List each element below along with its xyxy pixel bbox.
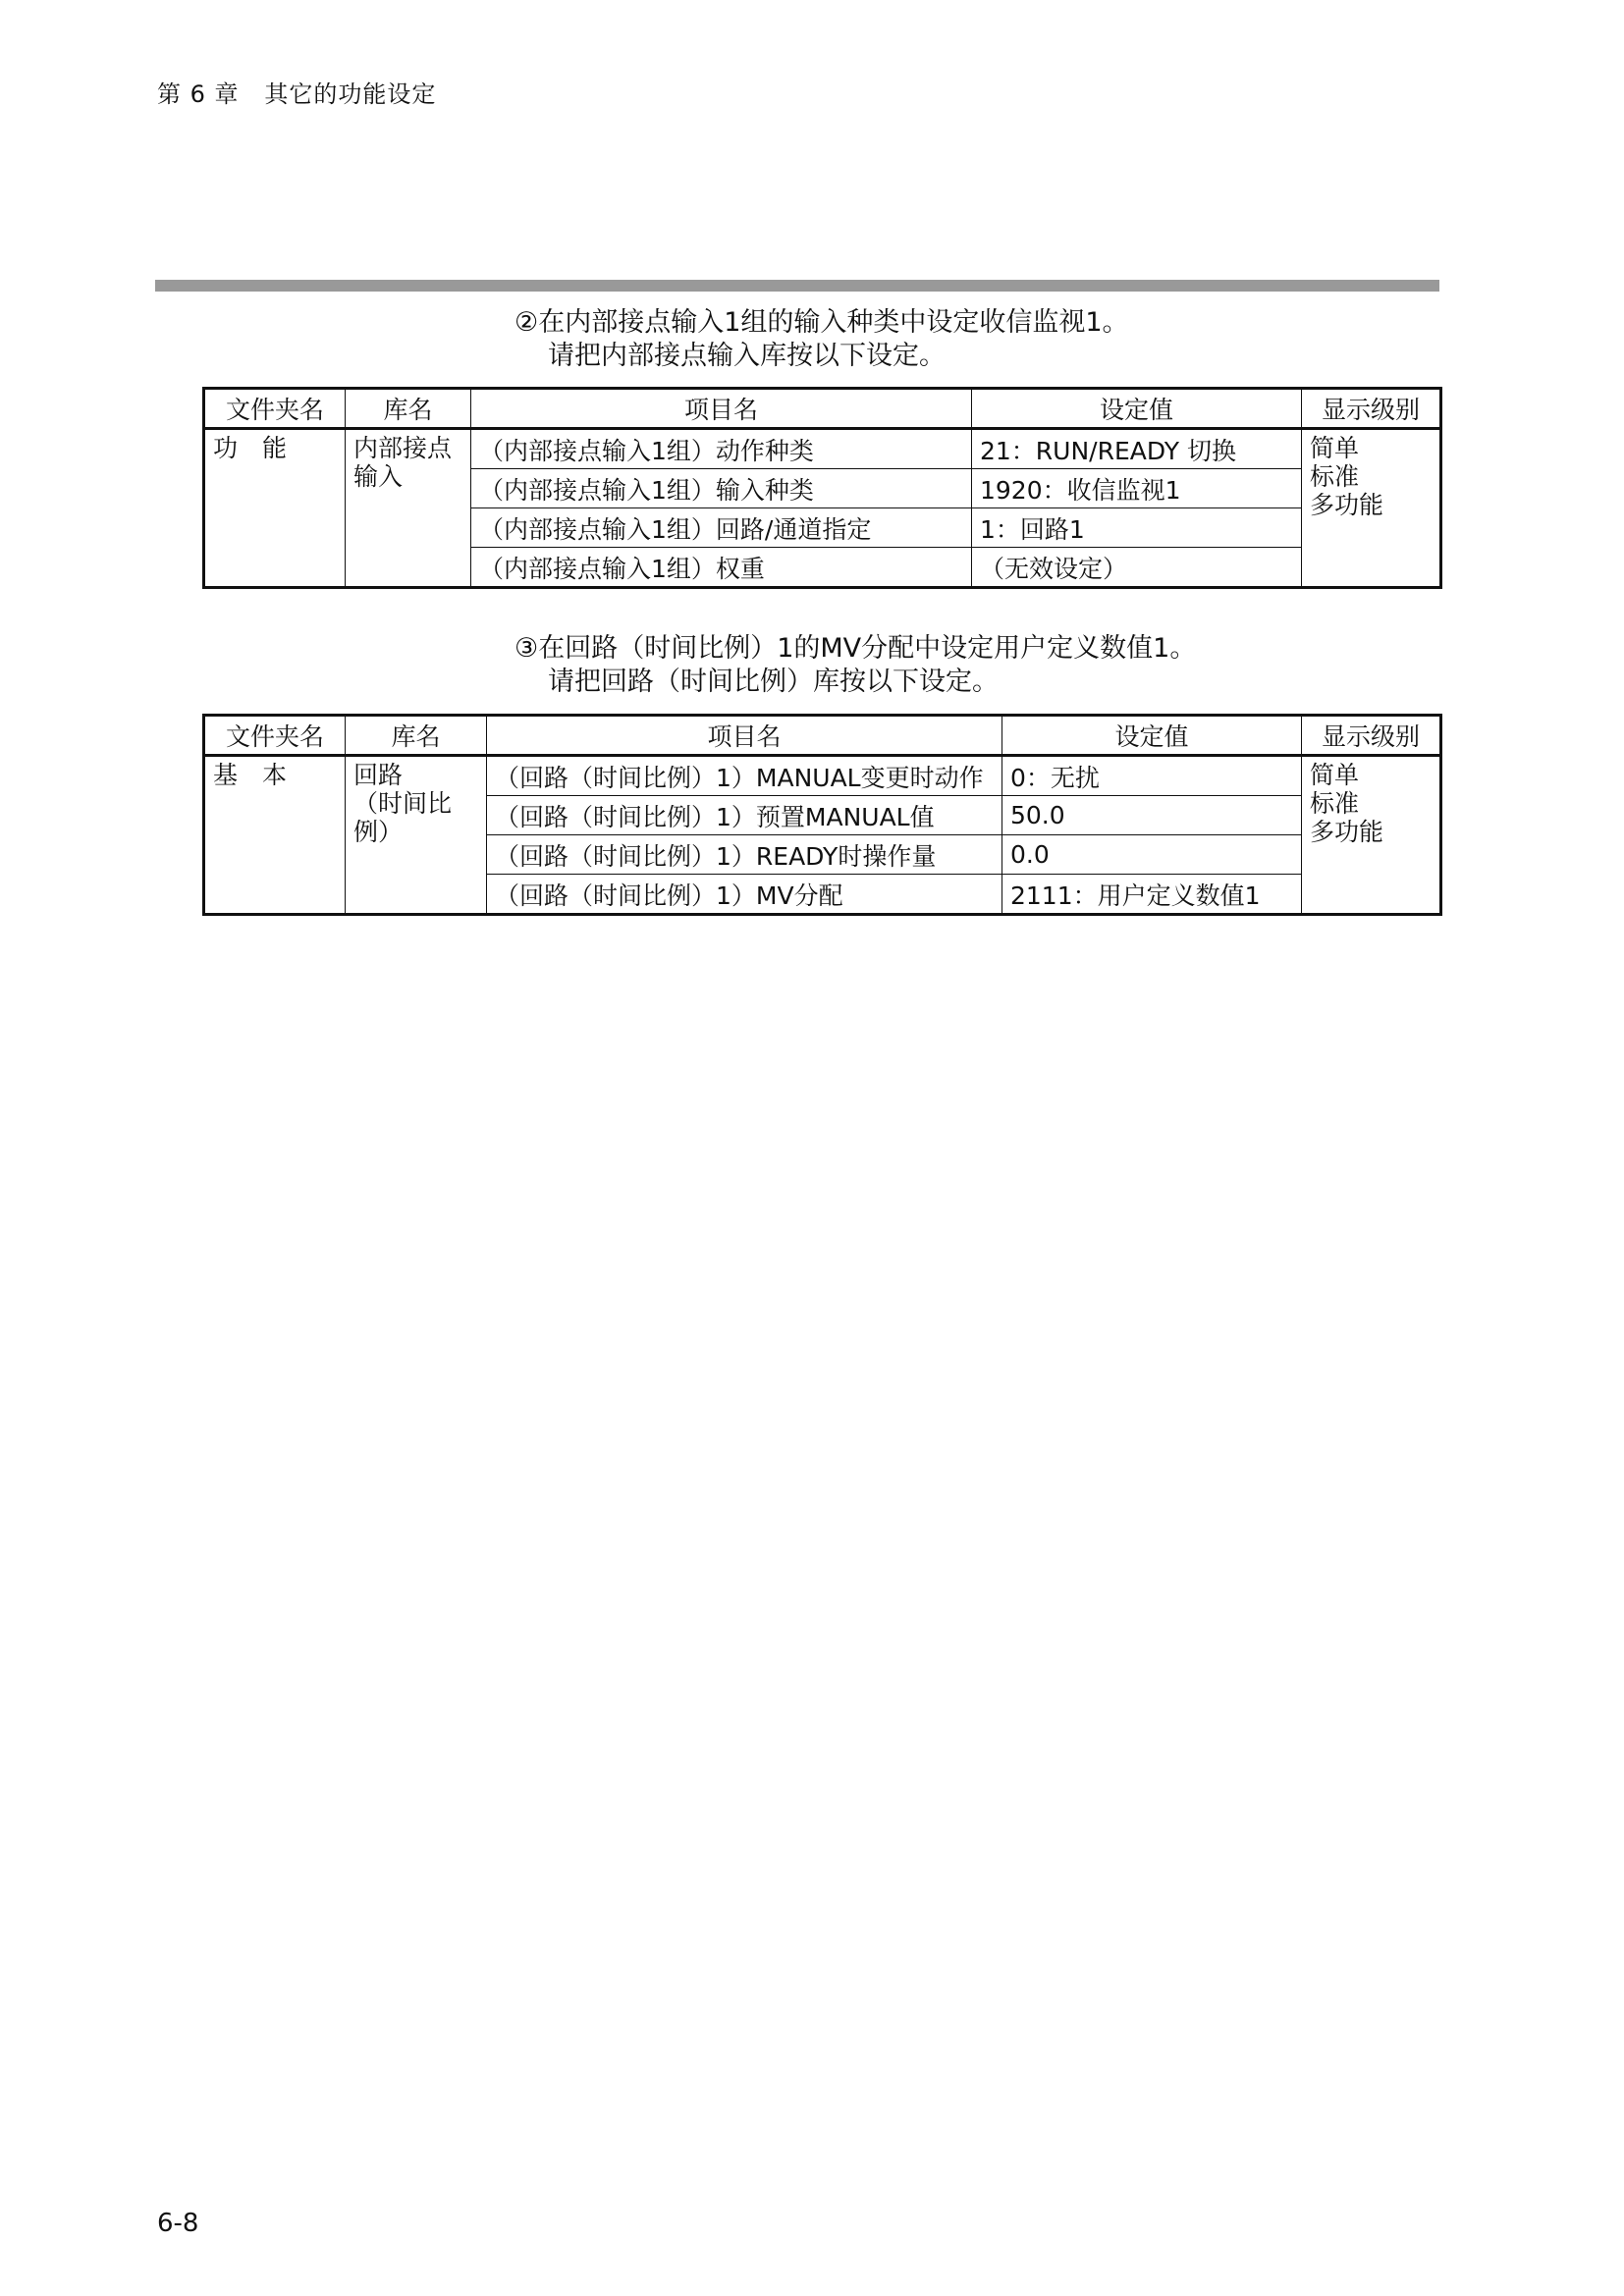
- folder-cell: 功 能: [204, 429, 346, 588]
- value-cell: 0：无扰: [1002, 756, 1302, 796]
- table-header-row: [204, 716, 1441, 756]
- value-cell: 2111：用户定义数值1: [1002, 875, 1302, 915]
- section1-instruction: [514, 306, 1129, 373]
- section2-title: ③在回路（时间比例）1的MV分配中设定用户定义数值1。: [514, 633, 1197, 664]
- item-cell: （回路（时间比例）1）预置MANUAL值: [487, 796, 1002, 835]
- section2-instruction: [514, 632, 1196, 699]
- value-cell: （无效设定）: [972, 548, 1302, 588]
- chapter-title: 其它的功能设定: [264, 80, 437, 108]
- item-cell: （内部接点输入1组）回路/通道指定: [471, 508, 972, 548]
- column-header-bank: 库名: [346, 716, 487, 756]
- settings-table-loop-time-proportion: [202, 714, 1442, 916]
- level-cell: 简单 标准 多功能: [1302, 429, 1441, 588]
- page-number: 6-8: [157, 2209, 199, 2238]
- table-row: [204, 429, 1441, 469]
- column-header-folder: 文件夹名: [204, 389, 346, 429]
- column-header-value: 设定值: [1002, 716, 1302, 756]
- section1-title: ②在内部接点输入1组的输入种类中设定收信监视1。: [514, 307, 1129, 338]
- folder-cell: 基 本: [204, 756, 346, 915]
- section-divider-bar: [155, 280, 1439, 292]
- value-cell: 21：RUN/READY 切换: [972, 429, 1302, 469]
- column-header-level: 显示级别: [1302, 716, 1441, 756]
- column-header-level: 显示级别: [1302, 389, 1441, 429]
- value-cell: 0.0: [1002, 835, 1302, 875]
- level-cell: 简单 标准 多功能: [1302, 756, 1441, 915]
- item-cell: （内部接点输入1组）动作种类: [471, 429, 972, 469]
- chapter-number: 第 6 章: [157, 80, 240, 108]
- column-header-bank: 库名: [346, 389, 471, 429]
- item-cell: （回路（时间比例）1）MV分配: [487, 875, 1002, 915]
- column-header-item: 项目名: [487, 716, 1002, 756]
- item-cell: （回路（时间比例）1）MANUAL变更时动作: [487, 756, 1002, 796]
- column-header-value: 设定值: [972, 389, 1302, 429]
- item-cell: （内部接点输入1组）权重: [471, 548, 972, 588]
- value-cell: 1：回路1: [972, 508, 1302, 548]
- item-cell: （回路（时间比例）1）READY时操作量: [487, 835, 1002, 875]
- section2-subtitle: 请把回路（时间比例）库按以下设定。: [548, 667, 999, 697]
- column-header-item: 项目名: [471, 389, 972, 429]
- item-cell: （内部接点输入1组）输入种类: [471, 469, 972, 508]
- bank-cell: 回路 （时间比例）: [346, 756, 487, 915]
- chapter-header: [157, 75, 436, 109]
- table-header-row: [204, 389, 1441, 429]
- column-header-folder: 文件夹名: [204, 716, 346, 756]
- value-cell: 1920：收信监视1: [972, 469, 1302, 508]
- value-cell: 50.0: [1002, 796, 1302, 835]
- table-row: [204, 756, 1441, 796]
- settings-table-internal-contact-input: [202, 387, 1442, 589]
- bank-cell: 内部接点 输入: [346, 429, 471, 588]
- section1-subtitle: 请把内部接点输入库按以下设定。: [548, 341, 946, 371]
